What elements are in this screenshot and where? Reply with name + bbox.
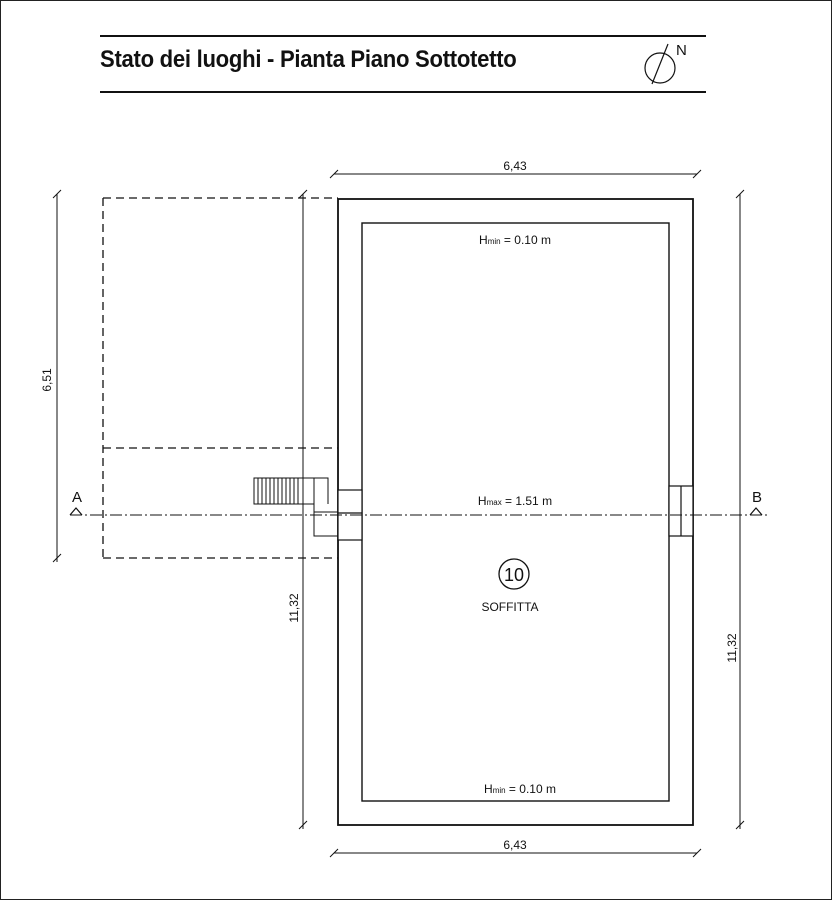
dimension-top-label: 6,43: [503, 159, 527, 173]
height-label-bottom: Hmin = 0.10 m: [484, 782, 556, 796]
dimension-bottom-label: 6,43: [503, 838, 527, 852]
dimension-left-inner-label: 11,32: [287, 593, 301, 623]
dimension-bottom: [330, 838, 701, 857]
room-number: 10: [503, 565, 525, 585]
section-line-a-b: [70, 489, 768, 515]
page-title: Stato dei luoghi - Pianta Piano Sottotetto: [100, 46, 517, 73]
room-name: SOFFITTA: [481, 600, 539, 614]
right-wall-opening: [669, 486, 693, 536]
height-label-top: Hmin = 0.10 m: [479, 233, 551, 247]
dimension-left-inner: [287, 190, 307, 829]
dimension-left-outer-label: 6,51: [40, 368, 54, 392]
stair: [254, 478, 338, 536]
height-label-middle: Hmax = 1.51 m: [477, 494, 553, 508]
sheet-border: [1, 1, 832, 900]
north-label: N: [676, 42, 687, 59]
dimension-right: [725, 190, 744, 829]
section-mark-a: A: [72, 489, 83, 506]
north-arrow-icon: [645, 42, 687, 84]
inner-wall: [362, 223, 669, 801]
dimension-right-label: 11,32: [725, 633, 739, 663]
outer-wall: [338, 199, 693, 825]
section-mark-b: B: [752, 489, 763, 506]
dimension-top: [330, 159, 701, 178]
dimension-left-outer: [40, 190, 61, 562]
